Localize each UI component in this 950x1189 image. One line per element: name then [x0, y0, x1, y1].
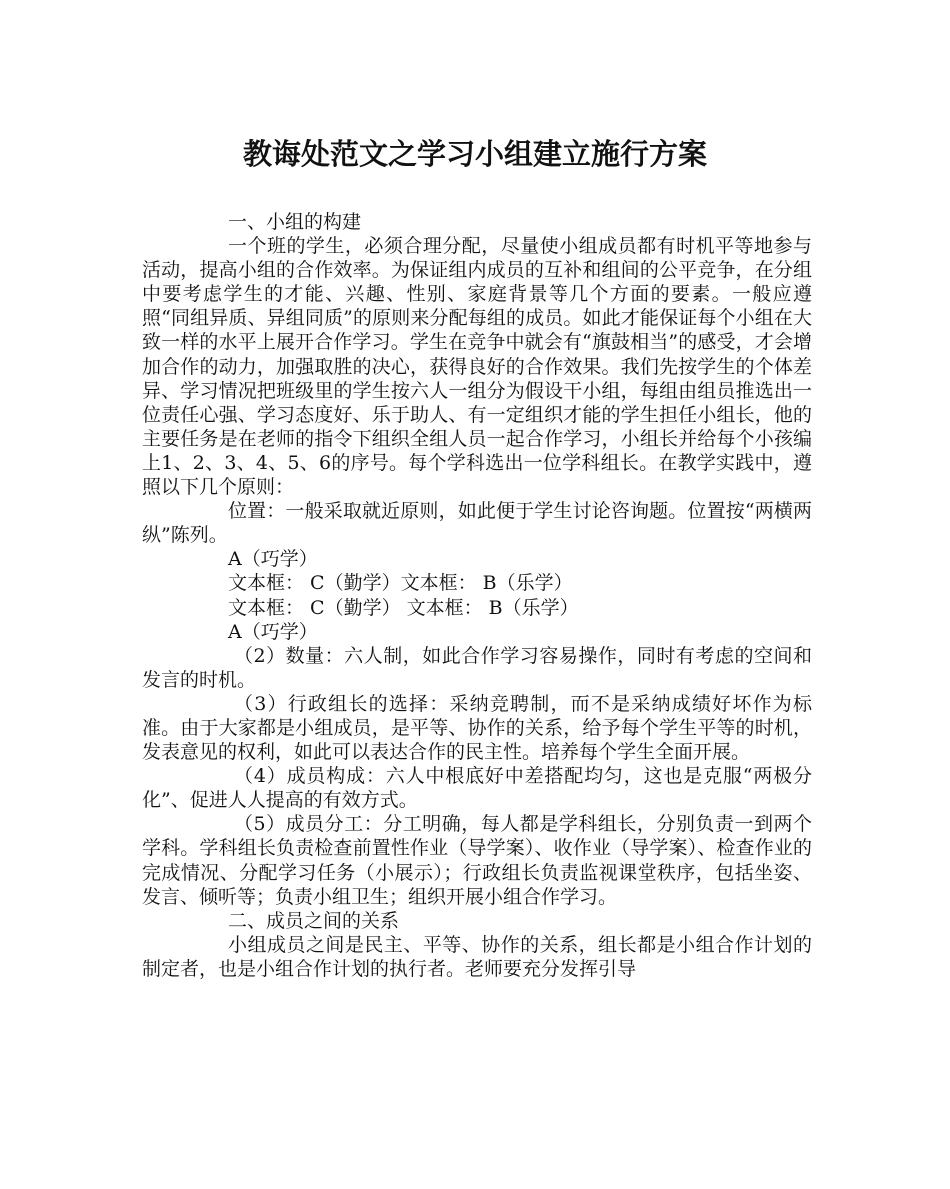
document-body [142, 210, 812, 981]
seating-line-3: 文本框： C（勤学） 文本框： B（乐学） [228, 596, 579, 619]
paragraph-member-composition: （4）成员构成：六人中根底好中差搭配均匀，这也是克服“两极分化”、促进人人提高的有效方式。 [142, 765, 812, 812]
section-heading-2: 二、成员之间的关系 [228, 909, 400, 932]
paragraph-leader-selection: （3）行政组长的选择：采纳竞聘制，而不是采纳成绩好坏作为标准。由于大家都是小组成员，是平等、协作的关系，给予每个学生平等的时机，发表意见的权利，如此可以表达合作的民主性。培养每个学生全面开展。 [142, 692, 812, 764]
paragraph-member-division: （5）成员分工：分工明确，每人都是学科组长，分别负责一到两个学科。学科组长负责检查前置性作业（导学案）、收作业（导学案）、检查作业的完成情况、分配学习任务（小展示）；行政组长负责监视课堂秩序，包括坐姿、发言、倾听等；负责小组卫生；组织开展小组合作学习。 [142, 813, 812, 908]
section-heading-1: 一、小组的构建 [228, 211, 362, 233]
seating-line-4: A（巧学） [228, 620, 318, 643]
paragraph-grouping: 一个班的学生，必须合理分配，尽量使小组成员都有时机平等地参与活动，提高小组的合作效率。为保证组内成员的互补和组间的公平竞争，在分组中要考虑学生的才能、兴趣、性别、家庭背景等几个方面的要素。一般应遵照“同组异质、异组同质”的原则来分配每组的成员。如此才能保证每个小组在大致一样的水平上展开合作学习。学生在竞争中就会有“旗鼓相当”的感受，才会增加合作的动力，加强取胜的决心，获得良好的合作效果。我们先按学生的个体差异、学习情况把班级里的学生按六人一组分为假设干小组，每组由组员推选出一位责任心强、学习态度好、乐于助人、有一定组织才能的学生担任小组长，他的主要任务是在老师的指令下组织全组人员一起合作学习，小组长并给每个小孩编上1、2、3、4、5、6的序号。每个学科选出一位学科组长。在教学实践中，遵照以下几个原则： [142, 235, 812, 499]
paragraph-position: 位置：一般采取就近原则，如此便于学生讨论咨询题。位置按“两横两纵”陈列。 [142, 500, 812, 547]
paragraph-relationship: 小组成员之间是民主、平等、协作的关系，组长都是小组合作计划的制定者，也是小组合作计划的执行者。老师要充分发挥引导 [142, 933, 812, 980]
seating-line-2: 文本框： C（勤学）文本框： B（乐学） [228, 572, 573, 595]
document-title: 教诲处范文之学习小组建立施行方案 [242, 137, 707, 171]
seating-line-1: A（巧学） [228, 548, 318, 571]
paragraph-quantity: （2）数量：六人制，如此合作学习容易操作，同时有考虑的空间和发言的时机。 [142, 644, 812, 691]
